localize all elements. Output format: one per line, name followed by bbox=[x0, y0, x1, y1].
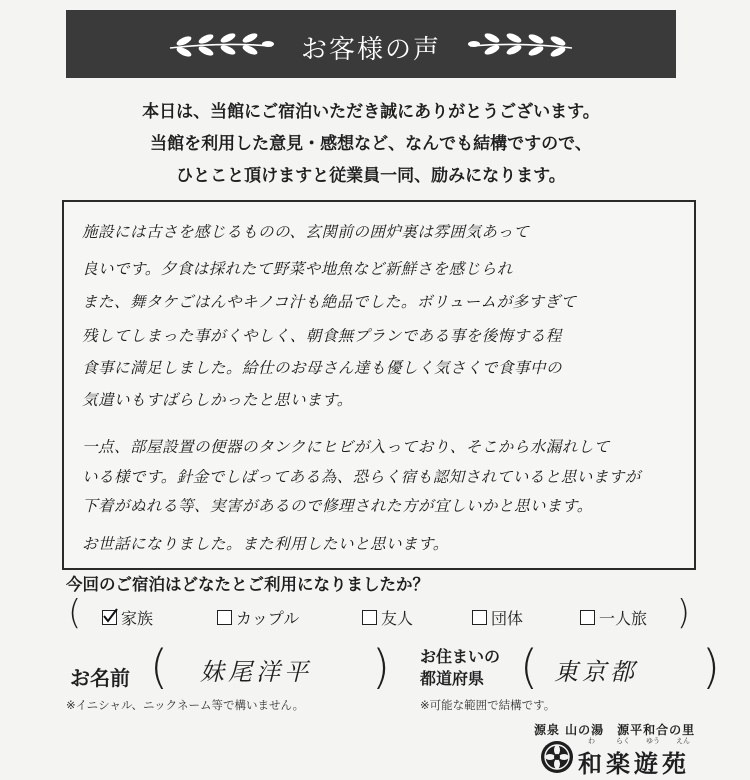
open-paren: ( bbox=[150, 640, 168, 694]
comment-line: また、舞タケごはんやキノコ汁も絶品でした。ボリュームが多すぎて bbox=[82, 293, 577, 311]
brand-ruby: らく bbox=[616, 737, 630, 745]
comment-line: 良いです。夕食は採れたて野菜や地魚など新鮮さを感じられ bbox=[82, 260, 513, 278]
choice-solo[interactable] bbox=[580, 606, 647, 629]
comment-line: お世話になりました。また利用したいと思います。 bbox=[82, 535, 449, 553]
prefecture-label-line: お住まいの bbox=[420, 647, 501, 666]
brand-ruby: わ bbox=[588, 737, 595, 745]
prefecture-note: ※可能な範囲で結構です。 bbox=[420, 698, 556, 712]
checkbox[interactable] bbox=[217, 610, 232, 625]
companion-choices bbox=[62, 593, 692, 637]
choice-label: 一人旅 bbox=[599, 609, 648, 628]
choice-group[interactable] bbox=[472, 606, 523, 629]
comment-line: いる様です。針金でしばってある為、恐らく宿も認知されていると思いますが bbox=[82, 468, 641, 486]
companion-question: 今回のご宿泊はどなたとご利用になりましたか？ bbox=[66, 575, 429, 594]
choice-friends[interactable] bbox=[362, 606, 413, 629]
brand-name: 和楽遊苑 bbox=[578, 749, 690, 778]
checkbox[interactable] bbox=[580, 610, 595, 625]
comment-line: 気遣いもすばらしかったと思います。 bbox=[82, 391, 353, 409]
comment-line: 食事に満足しました。給仕のお母さん達も優しく気さくで食事中の bbox=[82, 359, 563, 377]
open-paren: ( bbox=[520, 640, 538, 694]
brand-ruby: ゆう bbox=[646, 737, 660, 745]
choice-label: 団体 bbox=[491, 609, 524, 628]
page-title: お客様の声 bbox=[300, 35, 441, 65]
choice-couple[interactable] bbox=[217, 606, 299, 629]
name-field[interactable] bbox=[150, 642, 390, 696]
brand-subtitle: 源泉 山の湯 源平和合の里 bbox=[534, 723, 696, 737]
choice-family[interactable] bbox=[102, 606, 153, 629]
intro-line: 当館を利用した意見・感想など、なんでも結構ですので、 bbox=[150, 134, 592, 154]
prefecture-field[interactable] bbox=[520, 642, 720, 696]
intro-text bbox=[66, 96, 676, 192]
choice-label: 友人 bbox=[381, 609, 414, 628]
name-label: お名前 bbox=[70, 666, 130, 690]
comment-box[interactable] bbox=[62, 200, 696, 570]
checkbox-checked[interactable] bbox=[102, 610, 117, 625]
intro-line: 本日は、当館にご宿泊いただき誠にありがとうございます。 bbox=[142, 102, 600, 122]
intro-line: ひとこと頂けますと従業員一同、励みになります。 bbox=[176, 166, 566, 186]
comment-line: 残してしまった事がくやしく、朝食無プランである事を後悔する程 bbox=[82, 327, 562, 345]
comment-line: 施設には古さを感じるものの、玄関前の囲炉裏は雰囲気あって bbox=[82, 223, 530, 241]
checkbox[interactable] bbox=[472, 610, 487, 625]
choice-label: カップル bbox=[236, 609, 300, 628]
brand-ruby: えん bbox=[676, 737, 690, 745]
laurel-right-icon bbox=[466, 32, 576, 58]
close-paren: ) bbox=[676, 593, 690, 633]
close-paren: ) bbox=[372, 640, 390, 694]
checkbox[interactable] bbox=[362, 610, 377, 625]
name-value: 妹尾洋平 bbox=[200, 658, 312, 686]
prefecture-label bbox=[420, 646, 500, 690]
name-note: ※イニシャル、ニックネーム等で構いません。 bbox=[66, 698, 305, 712]
comment-line: 下着がぬれる等、実害があるので修理された方が宜しいかと思います。 bbox=[82, 497, 593, 515]
comment-line: 一点、部屋設置の便器のタンクにヒビが入っており、そこから水漏れして bbox=[82, 438, 610, 456]
close-paren: ) bbox=[702, 640, 720, 694]
check-icon bbox=[101, 607, 119, 625]
prefecture-value: 東京都 bbox=[554, 658, 638, 686]
header-banner bbox=[66, 10, 676, 78]
crest-icon bbox=[540, 740, 574, 774]
choice-label: 家族 bbox=[121, 609, 154, 628]
open-paren: ( bbox=[68, 593, 82, 633]
prefecture-label-line: 都道府県 bbox=[420, 669, 485, 688]
